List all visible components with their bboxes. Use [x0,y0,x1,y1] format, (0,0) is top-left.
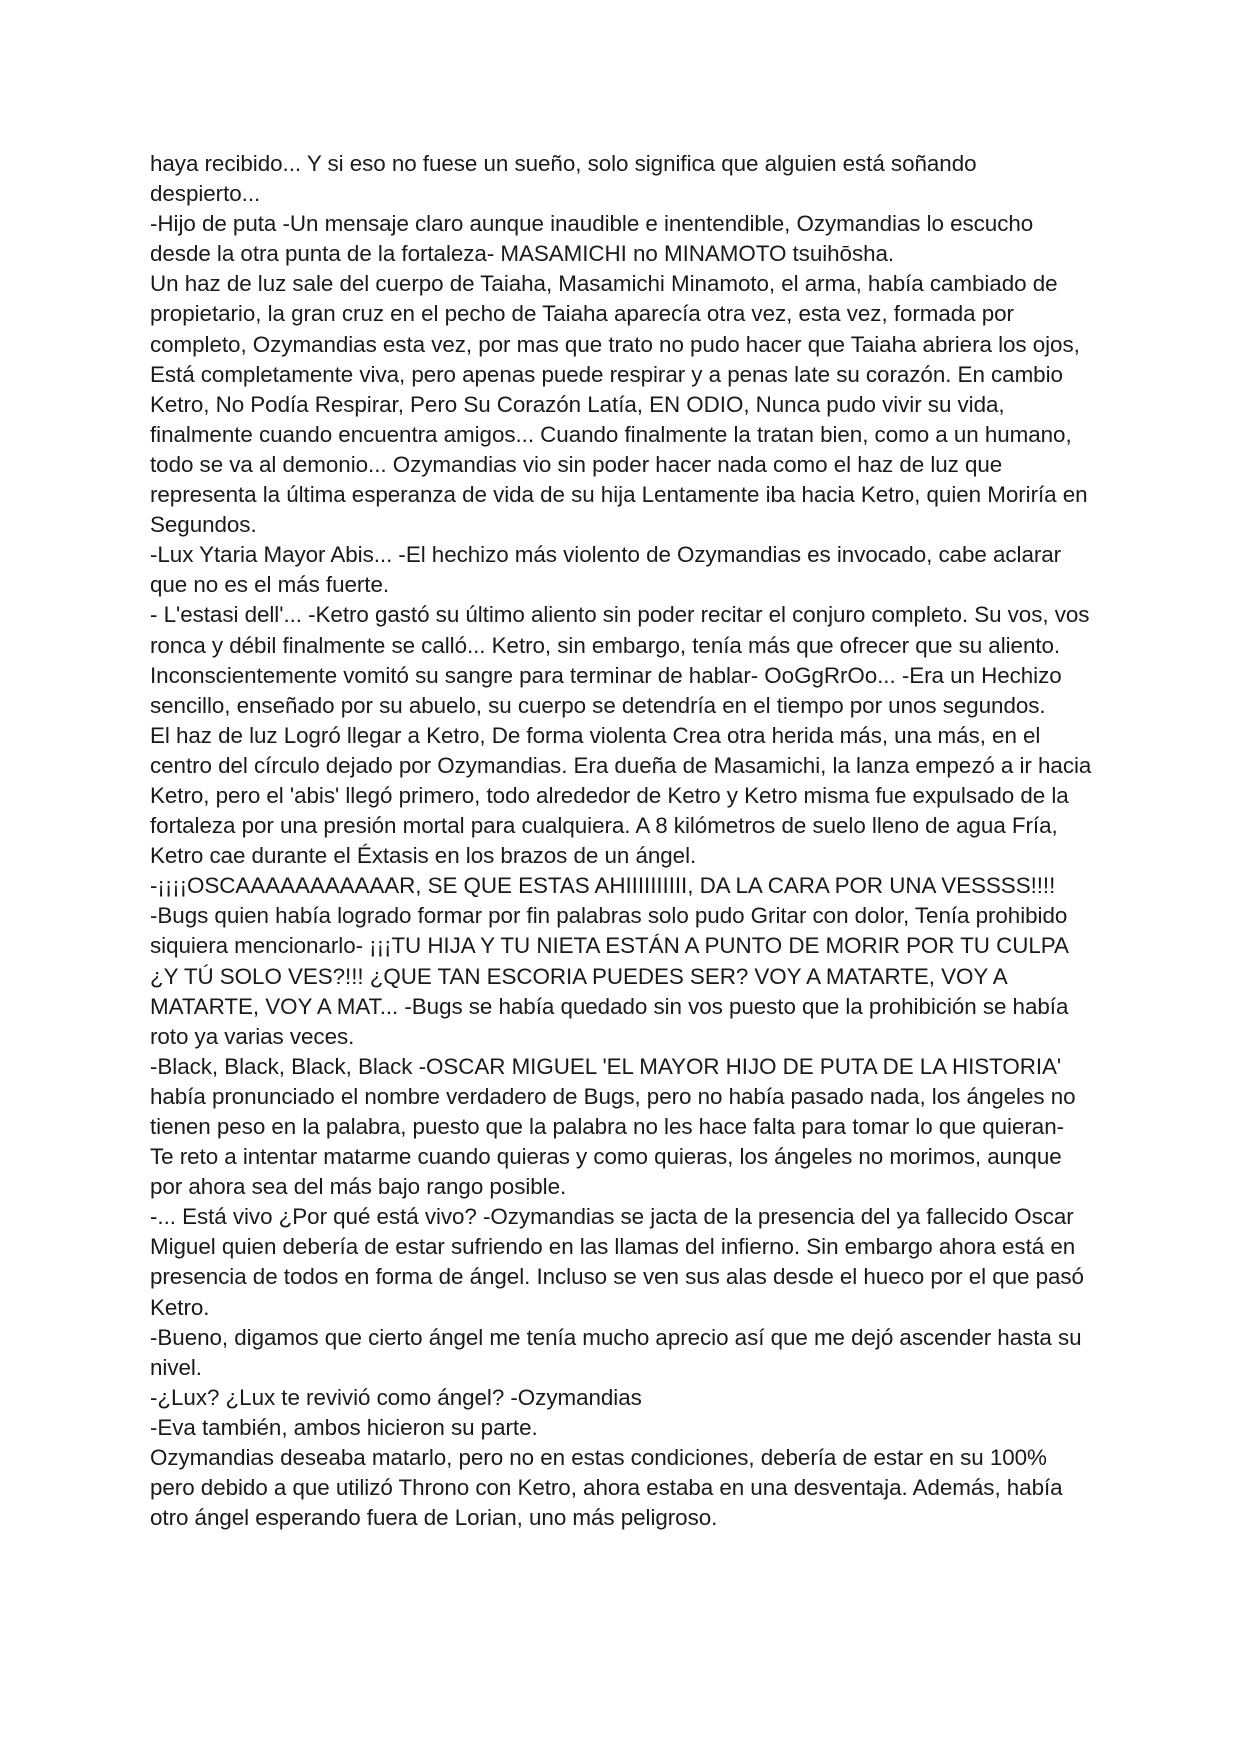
paragraph: -Hijo de puta -Un mensaje claro aunque inaudible e inentendible, Ozymandias lo escucho desde la otra punta de la fortaleza- MASAMICHI no MINAMOTO tsuihōsha. [150,211,1034,267]
paragraph: -Lux Ytaria Mayor Abis... -El hechizo más violento de Ozymandias es invocado, cabe aclarar que no es el más fuerte. [150,542,1062,598]
paragraph: -Bueno, digamos que cierto ángel me tenía mucho aprecio así que me dejó ascender hasta su nivel. [150,1324,1082,1380]
document-body [150,149,1092,1533]
paragraph: Ozymandias deseaba matarlo, pero no en estas condiciones, debería de estar en su 100% pero debido a que utilizó Throno con Ketro, ahora estaba en una desventaja. Además, había otro ángel esperando fuera de Lorian, uno más peligroso. [150,1445,1063,1531]
paragraph: -Black, Black, Black, Black -OSCAR MIGUEL 'EL MAYOR HIJO DE PUTA DE LA HISTORIA' había pronunciado el nombre verdadero de Bugs, pero no había pasado nada, los ángeles no tienen peso en la palabra, puesto que la palabra no les hace falta para tomar lo que quieran- Te reto a intentar matarme cuando quieras y como quieras, los ángeles no morimos, aunque por ahora sea del más bajo rango posible. [150,1053,1076,1200]
paragraph: -Eva también, ambos hicieron su parte. [150,1414,538,1440]
paragraph: -Bugs quien había logrado formar por fin palabras solo pudo Gritar con dolor, Tenía prohibido siquiera mencionarlo- ¡¡¡TU HIJA Y TU NIETA ESTÁN A PUNTO DE MORIR POR TU CULPA ¿Y TÚ SOLO VES?!!! ¿QUE TAN ESCORIA PUEDES SER? VOY A MATARTE, VOY A MATARTE, VOY A MAT... -Bugs se había quedado sin vos puesto que la prohibición se había roto ya varias veces. [150,903,1069,1049]
paragraph: haya recibido... Y si eso no fuese un sueño, solo significa que alguien está soñando despierto... [150,151,977,207]
paragraph: -¡¡¡¡OSCAAAAAAAAAAAR, SE QUE ESTAS AHIIIIIIIIII, DA LA CARA POR UNA VESSSS!!!! [150,873,1056,899]
paragraph: El haz de luz Logró llegar a Ketro, De forma violenta Crea otra herida más, una más, en el centro del círculo dejado por Ozymandias. Era dueña de Masamichi, la lanza empezó a ir hacia Ketro, pero el 'abis' llegó primero, todo alrededor de Ketro y Ketro misma fue expulsado de la fortaleza por una presión mortal para cualquiera. A 8 kilómetros de suelo lleno de agua Fría, Ketro cae durante el Éxtasis en los brazos de un ángel. [150,722,1092,869]
paragraph: Un haz de luz sale del cuerpo de Taiaha, Masamichi Minamoto, el arma, había cambiado de propietario, la gran cruz en el pecho de Taiaha aparecía otra vez, esta vez, formada por completo, Ozymandias esta vez, por mas que trato no pudo hacer que Taiaha abriera los ojos, Está completamente viva, pero apenas puede respirar y a penas late su corazón. En cambio Ketro, No Podía Respirar, Pero Su Corazón Latía, EN ODIO, Nunca pudo vivir su vida, finalmente cuando encuentra amigos... Cuando finalmente la tratan bien, como a un humano, todo se va al demonio... Ozymandias vio sin poder hacer nada como el haz de luz que representa la última esperanza de vida de su hija Lentamente iba hacia Ketro, quien Moriría en Segundos. [150,271,1088,538]
paragraph: -¿Lux? ¿Lux te revivió como ángel? -Ozymandias [150,1384,642,1410]
paragraph: - L'estasi dell'... -Ketro gastó su último aliento sin poder recitar el conjuro completo. Su vos, vos ronca y débil finalmente se calló... Ketro, sin embargo, tenía más que ofrecer que su aliento. Inconscientemente vomitó su sangre para terminar de hablar- OoGgRrOo... -Era un Hechizo sencillo, enseñado por su abuelo, su cuerpo se detendría en el tiempo por unos segundos. [150,602,1090,718]
paragraph: -... Está vivo ¿Por qué está vivo? -Ozymandias se jacta de la presencia del ya fallecido Oscar Miguel quien debería de estar sufriendo en las llamas del infierno. Sin embargo ahora está en presencia de todos en forma de ángel. Incluso se ven sus alas desde el hueco por el que pasó Ketro. [150,1204,1084,1320]
